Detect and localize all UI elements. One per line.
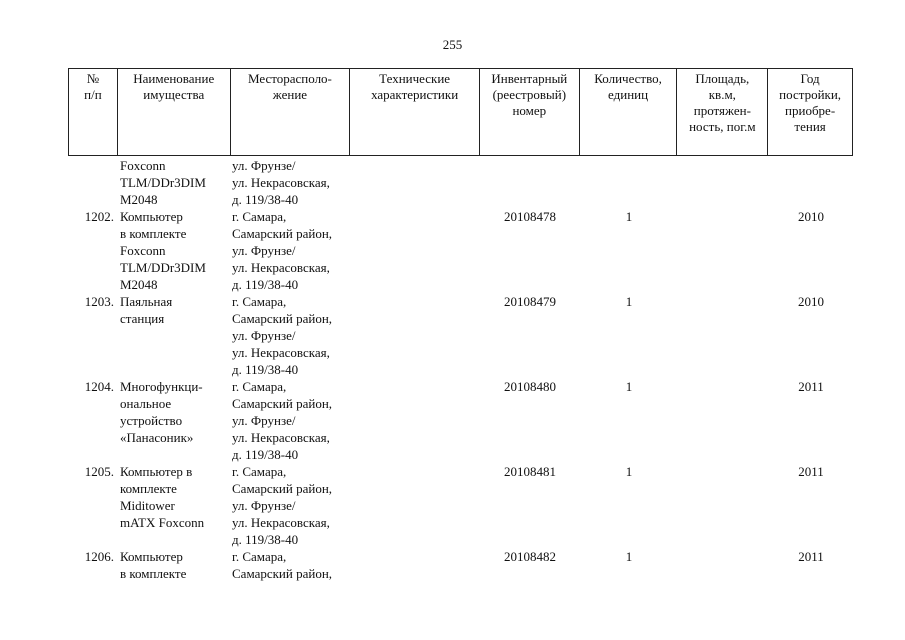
table-row	[68, 378, 853, 463]
table-header	[68, 68, 853, 156]
header-number: № п/п	[69, 69, 118, 155]
row-number: 1203.	[84, 294, 114, 309]
row-location: г. Самара, Самарский район,	[232, 549, 333, 581]
header-tech: Технические характеристики	[350, 69, 480, 155]
page-number: 255	[442, 37, 463, 52]
header-area: Площадь, кв.м, протяжен- ность, пог.м	[677, 69, 768, 155]
table-row	[68, 548, 853, 582]
row-name: Компьютер в комплекте	[120, 549, 187, 581]
row-tech	[350, 548, 480, 582]
row-name: Многофункци- ональное устройство «Панасоник»	[120, 379, 203, 445]
table-body	[68, 157, 853, 582]
row-number: 1206.	[84, 549, 114, 564]
row-area	[678, 293, 769, 378]
header-quantity: Количество, единиц	[580, 69, 678, 155]
row-number: 1202.	[84, 209, 114, 224]
row-year	[769, 157, 853, 208]
row-inventory: 20108481	[504, 464, 556, 479]
row-name: Компьютер в комплекте Miditower mATX Foxconn	[120, 464, 205, 530]
row-year: 2010	[798, 209, 824, 224]
row-tech	[350, 208, 480, 293]
row-quantity: 1	[625, 379, 633, 394]
row-number: 1205.	[84, 464, 114, 479]
row-tech	[350, 378, 480, 463]
row-inventory: 20108478	[504, 209, 556, 224]
table-row	[68, 208, 853, 293]
header-year: Год постройки, приобре- тения	[779, 71, 842, 134]
row-area	[678, 157, 769, 208]
row-quantity: 1	[625, 209, 633, 224]
row-quantity	[580, 157, 678, 208]
row-area	[678, 548, 769, 582]
row-year: 2011	[798, 549, 824, 564]
row-number: 1204.	[84, 379, 114, 394]
row-year: 2010	[798, 294, 824, 309]
row-quantity: 1	[625, 549, 633, 564]
row-location: г. Самара, Самарский район, ул. Фрунзе/ ул. Некрасовская, д. 119/38-40	[232, 379, 333, 462]
row-year: 2011	[798, 379, 824, 394]
row-area	[678, 463, 769, 548]
row-location: г. Самара, Самарский район, ул. Фрунзе/ ул. Некрасовская, д. 119/38-40	[232, 209, 333, 292]
row-year: 2011	[798, 464, 824, 479]
row-inventory	[480, 157, 580, 208]
row-inventory: 20108479	[504, 294, 556, 309]
table-row	[68, 157, 853, 208]
row-tech	[350, 293, 480, 378]
row-tech	[350, 157, 480, 208]
row-name: Паяльная станция	[120, 294, 173, 326]
row-area	[678, 208, 769, 293]
row-number	[68, 157, 117, 208]
table-row	[68, 463, 853, 548]
table-row	[68, 293, 853, 378]
row-area	[678, 378, 769, 463]
header-inventory: Инвентарный (реестровый) номер	[480, 69, 580, 155]
row-name: Компьютер в комплекте Foxconn TLM/DDr3DIM M2048	[120, 209, 206, 292]
row-tech	[350, 463, 480, 548]
row-inventory: 20108482	[504, 549, 556, 564]
row-inventory: 20108480	[504, 379, 556, 394]
row-quantity: 1	[625, 464, 633, 479]
row-name: Foxconn TLM/DDr3DIM M2048	[120, 158, 206, 207]
row-quantity: 1	[625, 294, 633, 309]
row-location: г. Самара, Самарский район, ул. Фрунзе/ ул. Некрасовская, д. 119/38-40	[232, 464, 333, 547]
row-location: г. Самара, Самарский район, ул. Фрунзе/ ул. Некрасовская, д. 119/38-40	[232, 294, 333, 377]
row-location: ул. Фрунзе/ ул. Некрасовская, д. 119/38-40	[232, 158, 330, 207]
header-name: Наименование имущества	[118, 69, 231, 155]
header-location: Месторасполо- жение	[231, 69, 351, 155]
